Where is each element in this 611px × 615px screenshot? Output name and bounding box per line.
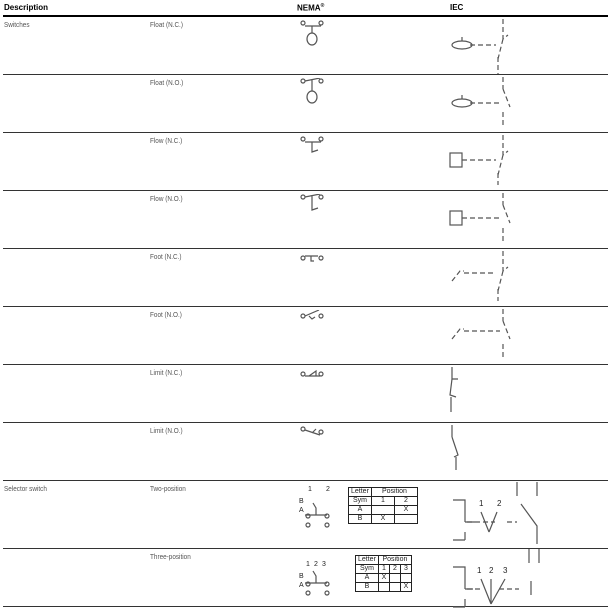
position-label: 1 <box>306 561 310 568</box>
nema-limit-nc-icon <box>300 368 326 396</box>
nema-flow-nc-icon <box>300 136 326 164</box>
letter-sym: B <box>356 583 379 592</box>
header-nema-label: NEMA <box>297 3 321 13</box>
svg-text:2: 2 <box>489 566 494 575</box>
iec-selector-3-icon <box>453 549 553 615</box>
position-mark <box>371 506 394 515</box>
table-row <box>3 249 608 307</box>
row-name: Foot (N.O.) <box>150 310 182 319</box>
position-mark: X <box>394 506 417 515</box>
position-col: 1 <box>371 497 394 506</box>
terminal-label: B <box>299 498 304 505</box>
position-label: 1 <box>308 486 312 493</box>
iec-selector-2-icon <box>453 482 553 548</box>
position-label: 2 <box>326 486 330 493</box>
position-mark <box>389 583 400 592</box>
row-category: Selector switch <box>4 484 47 493</box>
position-label: 2 <box>314 561 318 568</box>
table-row <box>3 17 608 75</box>
letter-sym: A <box>356 574 379 583</box>
table-row <box>3 133 608 191</box>
position-mark <box>378 583 389 592</box>
position-col: 2 <box>389 565 400 574</box>
svg-text:1: 1 <box>477 566 482 575</box>
table-row <box>3 307 608 365</box>
row-name: Two-position <box>150 484 186 493</box>
position-mark <box>400 574 411 583</box>
iec-float-nc-icon <box>448 19 518 75</box>
header-sym: Sym <box>356 565 379 574</box>
row-category: Switches <box>4 20 30 29</box>
terminal-label: A <box>299 507 304 514</box>
row-name: Flow (N.C.) <box>150 136 183 145</box>
row-name: Limit (N.O.) <box>150 426 183 435</box>
position-col: 1 <box>378 565 389 574</box>
svg-text:2: 2 <box>497 499 502 508</box>
position-col: 2 <box>394 497 417 506</box>
iec-float-no-icon <box>448 77 518 133</box>
registered-mark: ® <box>320 3 325 9</box>
iec-flow-no-icon <box>448 193 518 249</box>
position-label: 3 <box>322 561 326 568</box>
position-mark: X <box>400 583 411 592</box>
letter-sym: A <box>349 506 372 515</box>
terminal-label: B <box>299 573 304 580</box>
row-name: Three-position <box>150 552 191 561</box>
header-iec: IEC <box>450 3 464 12</box>
table-row <box>3 75 608 133</box>
iec-limit-no-icon <box>448 425 518 481</box>
row-name: Limit (N.C.) <box>150 368 183 377</box>
nema-float-no-icon <box>300 78 326 106</box>
letter-sym: B <box>349 515 372 524</box>
position-mark <box>389 574 400 583</box>
position-col: 3 <box>400 565 411 574</box>
header-sym: Sym <box>349 497 372 506</box>
nema-limit-no-icon <box>300 426 326 454</box>
table-row <box>3 481 608 549</box>
svg-text:3: 3 <box>503 566 508 575</box>
terminal-label: A <box>299 582 304 589</box>
header-position: Position <box>378 556 411 565</box>
position-mark: X <box>378 574 389 583</box>
header-description: Description <box>4 3 49 12</box>
svg-text:1: 1 <box>479 499 484 508</box>
nema-foot-nc-icon <box>300 252 326 280</box>
row-name: Float (N.O.) <box>150 78 184 87</box>
position-mark: X <box>371 515 394 524</box>
header-letter: Letter <box>356 556 379 565</box>
header-letter: Letter <box>349 488 372 497</box>
nema-float-nc-icon <box>300 20 326 48</box>
table-row <box>3 365 608 423</box>
position-table <box>355 555 412 592</box>
row-name: Foot (N.C.) <box>150 252 182 261</box>
table-row <box>3 423 608 481</box>
header-nema <box>297 3 324 13</box>
table-row <box>3 191 608 249</box>
row-name: Float (N.C.) <box>150 20 183 29</box>
iec-foot-nc-icon <box>448 251 518 307</box>
position-mark <box>394 515 417 524</box>
iec-foot-no-icon <box>448 309 518 365</box>
nema-foot-no-icon <box>300 310 326 338</box>
table-row <box>3 549 608 607</box>
nema-flow-no-icon <box>300 194 326 222</box>
iec-flow-nc-icon <box>448 135 518 191</box>
position-table <box>348 487 418 524</box>
iec-limit-nc-icon <box>448 367 518 423</box>
row-name: Flow (N.O.) <box>150 194 183 203</box>
header-position: Position <box>371 488 417 497</box>
